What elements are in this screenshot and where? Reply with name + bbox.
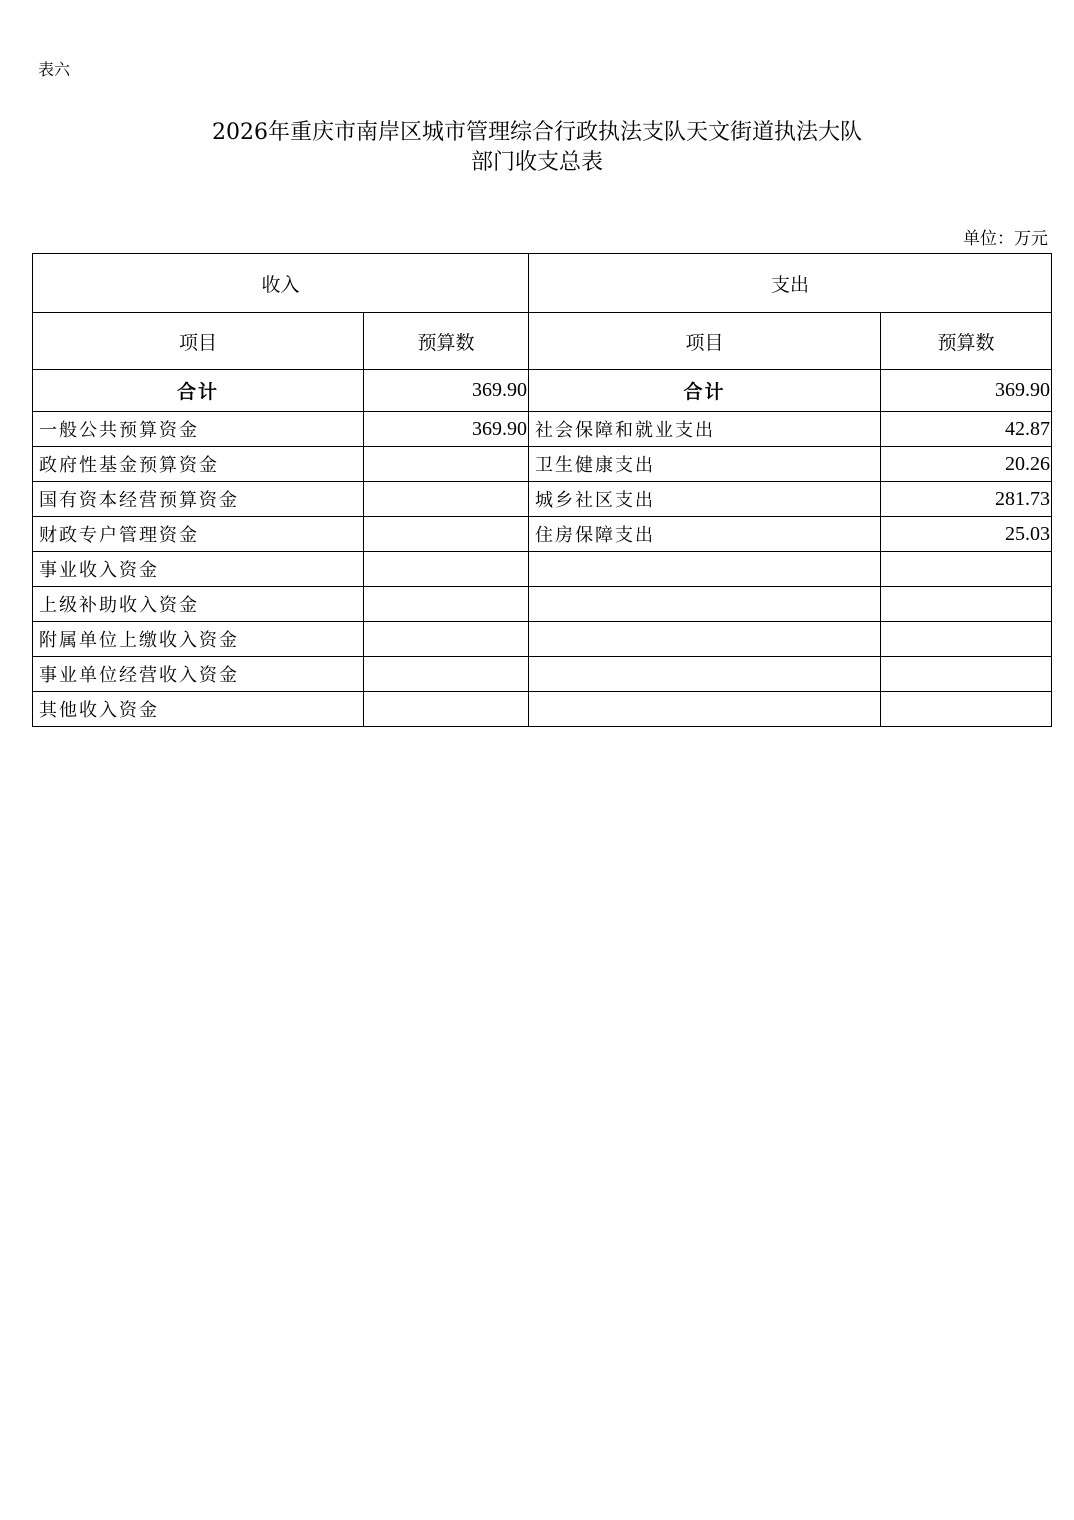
table-row [33, 412, 1052, 447]
expenditure-item [529, 587, 881, 622]
expenditure-value [881, 692, 1052, 727]
expenditure-budget-header: 预算数 [881, 313, 1052, 370]
income-item: 其他收入资金 [33, 692, 364, 727]
income-value [364, 447, 529, 482]
document-subtitle: 部门收支总表 [470, 150, 603, 175]
table-row [33, 482, 1052, 517]
income-value [364, 692, 529, 727]
expenditure-item: 社会保障和就业支出 [529, 412, 881, 447]
income-value [364, 587, 529, 622]
expenditure-value: 20.26 [881, 447, 1052, 482]
income-section-header: 收入 [33, 254, 529, 313]
income-total-label: 合计 [33, 370, 364, 412]
budget-summary-table [32, 253, 1052, 727]
expenditure-value [881, 552, 1052, 587]
income-item: 事业收入资金 [33, 552, 364, 587]
income-item: 上级补助收入资金 [33, 587, 364, 622]
table-row [33, 447, 1052, 482]
income-item-header: 项目 [33, 313, 364, 370]
expenditure-total-label: 合计 [529, 370, 881, 412]
unit-label: 单位：万元 [963, 229, 1048, 249]
expenditure-item: 城乡社区支出 [529, 482, 881, 517]
income-budget-header: 预算数 [364, 313, 529, 370]
expenditure-value: 42.87 [881, 412, 1052, 447]
expenditure-value [881, 587, 1052, 622]
expenditure-total-value: 369.90 [881, 370, 1052, 412]
income-value [364, 657, 529, 692]
income-item: 一般公共预算资金 [33, 412, 364, 447]
expenditure-item-header: 项目 [529, 313, 881, 370]
expenditure-section-header: 支出 [529, 254, 1052, 313]
table-label: 表六 [38, 60, 71, 79]
expenditure-item: 卫生健康支出 [529, 447, 881, 482]
income-item: 政府性基金预算资金 [33, 447, 364, 482]
document-title: 2026年重庆市南岸区城市管理综合行政执法支队天文街道执法大队 [212, 120, 862, 145]
expenditure-item [529, 657, 881, 692]
section-header-row [33, 254, 1052, 313]
column-header-row [33, 313, 1052, 370]
income-value: 369.90 [364, 412, 529, 447]
table-row [33, 517, 1052, 552]
table-row [33, 587, 1052, 622]
income-item: 国有资本经营预算资金 [33, 482, 364, 517]
income-value [364, 552, 529, 587]
table-row [33, 657, 1052, 692]
table-row [33, 692, 1052, 727]
income-value [364, 482, 529, 517]
expenditure-item [529, 692, 881, 727]
table-row [33, 552, 1052, 587]
income-value [364, 622, 529, 657]
income-item: 附属单位上缴收入资金 [33, 622, 364, 657]
expenditure-value [881, 657, 1052, 692]
expenditure-item: 住房保障支出 [529, 517, 881, 552]
total-row [33, 370, 1052, 412]
income-item: 事业单位经营收入资金 [33, 657, 364, 692]
expenditure-value: 25.03 [881, 517, 1052, 552]
expenditure-item [529, 552, 881, 587]
income-item: 财政专户管理资金 [33, 517, 364, 552]
income-total-value: 369.90 [364, 370, 529, 412]
expenditure-value: 281.73 [881, 482, 1052, 517]
expenditure-item [529, 622, 881, 657]
table-row [33, 622, 1052, 657]
income-value [364, 517, 529, 552]
expenditure-value [881, 622, 1052, 657]
